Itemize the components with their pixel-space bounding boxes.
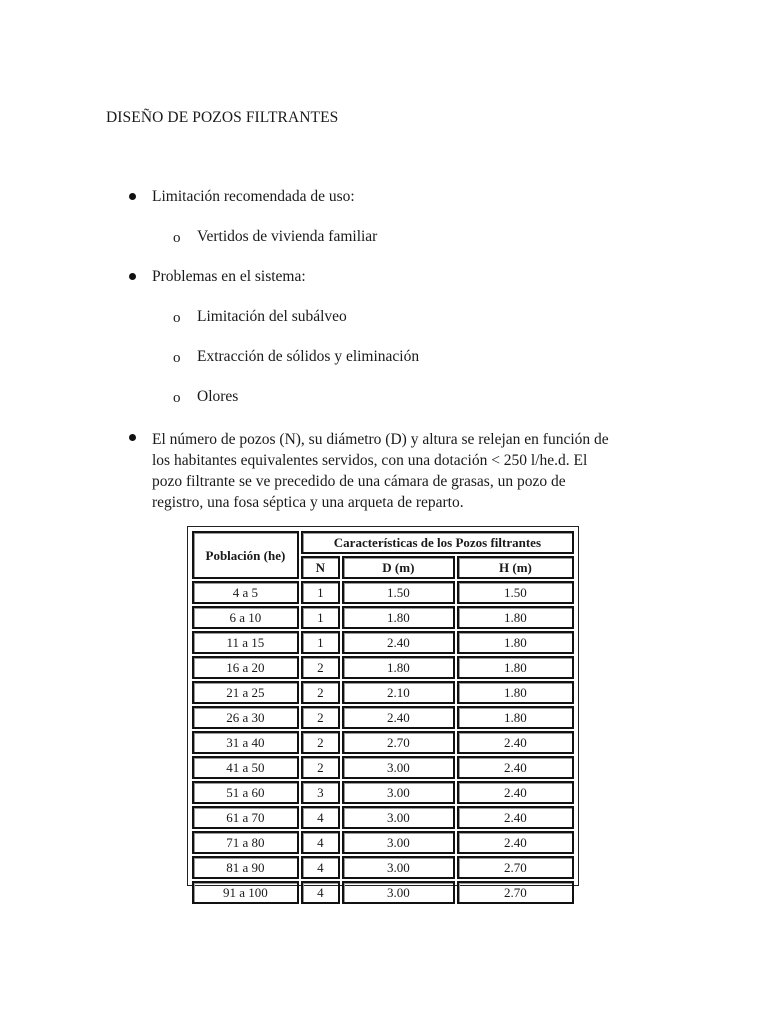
wells-table [190,529,576,906]
cell-height: 2.70 [457,856,574,879]
page-title: DISEÑO DE POZOS FILTRANTES [106,109,339,126]
table-row [192,856,574,879]
cell-height: 1.50 [457,581,574,604]
cell-diameter: 3.00 [342,831,455,854]
bullet-usage-limit: Limitación recomendada de uso: [152,188,355,205]
cell-population: 11 a 15 [192,631,299,654]
table-row [192,731,574,754]
cell-diameter: 2.10 [342,681,455,704]
sub-item-odors: Olores [197,388,239,405]
cell-population: 81 a 90 [192,856,299,879]
cell-n: 2 [301,656,340,679]
header-characteristics: Características de los Pozos filtrantes [301,531,574,554]
sub-item-subalveo: Limitación del subálveo [197,308,347,325]
table-row [192,631,574,654]
cell-diameter: 2.40 [342,706,455,729]
cell-diameter: 3.00 [342,856,455,879]
cell-population: 6 a 10 [192,606,299,629]
cell-diameter: 1.80 [342,656,455,679]
cell-population: 16 a 20 [192,656,299,679]
cell-height: 2.40 [457,806,574,829]
cell-n: 2 [301,681,340,704]
cell-height: 1.80 [457,631,574,654]
cell-height: 1.80 [457,606,574,629]
table-row [192,656,574,679]
cell-population: 91 a 100 [192,881,299,904]
table-row [192,756,574,779]
cell-diameter: 3.00 [342,781,455,804]
sub-item-family-dwelling: Vertidos de vivienda familiar [197,228,378,245]
cell-diameter: 1.80 [342,606,455,629]
bullet-dot [129,193,136,200]
cell-n: 4 [301,831,340,854]
cell-n: 2 [301,731,340,754]
cell-height: 2.70 [457,881,574,904]
header-n: N [301,556,340,579]
table-row [192,706,574,729]
bullet-dot [129,273,136,280]
paragraph-line: El número de pozos (N), su diámetro (D) y altura se relejan en función de [152,431,609,448]
cell-diameter: 3.00 [342,756,455,779]
table-row [192,831,574,854]
cell-height: 2.40 [457,781,574,804]
cell-n: 4 [301,806,340,829]
cell-population: 61 a 70 [192,806,299,829]
bullet-dot [129,434,136,441]
cell-height: 1.80 [457,706,574,729]
paragraph-line: pozo filtrante se ve precedido de una cámara de grasas, un pozo de [152,473,566,490]
cell-population: 4 a 5 [192,581,299,604]
header-diameter: D (m) [342,556,455,579]
cell-height: 1.80 [457,681,574,704]
sub-bullet-marker: o [173,310,181,326]
sub-bullet-marker: o [173,230,181,246]
sub-bullet-marker: o [173,350,181,366]
cell-population: 26 a 30 [192,706,299,729]
cell-population: 51 a 60 [192,781,299,804]
cell-n: 2 [301,756,340,779]
table-row [192,681,574,704]
cell-height: 2.40 [457,831,574,854]
cell-population: 31 a 40 [192,731,299,754]
table-row [192,806,574,829]
header-population: Población (he) [192,531,299,579]
cell-n: 1 [301,631,340,654]
table-row [192,606,574,629]
paragraph-line: los habitantes equivalentes servidos, con una dotación < 250 l/he.d. El [152,452,588,469]
bullet-system-problems: Problemas en el sistema: [152,268,306,285]
cell-height: 1.80 [457,656,574,679]
cell-height: 2.40 [457,756,574,779]
sub-bullet-marker: o [173,390,181,406]
cell-n: 4 [301,881,340,904]
cell-n: 1 [301,606,340,629]
table-row [192,781,574,804]
table-row [192,581,574,604]
cell-population: 41 a 50 [192,756,299,779]
cell-n: 2 [301,706,340,729]
cell-n: 3 [301,781,340,804]
cell-n: 1 [301,581,340,604]
cell-diameter: 2.40 [342,631,455,654]
cell-diameter: 2.70 [342,731,455,754]
cell-n: 4 [301,856,340,879]
cell-diameter: 1.50 [342,581,455,604]
cell-population: 71 a 80 [192,831,299,854]
cell-population: 21 a 25 [192,681,299,704]
bullet-description-paragraph [152,429,662,513]
sub-item-solids: Extracción de sólidos y eliminación [197,348,420,365]
cell-diameter: 3.00 [342,881,455,904]
cell-diameter: 3.00 [342,806,455,829]
paragraph-line: registro, una fosa séptica y una arqueta de reparto. [152,494,464,511]
wells-table-frame [187,526,579,900]
header-height: H (m) [457,556,574,579]
table-row [192,881,574,904]
cell-height: 2.40 [457,731,574,754]
